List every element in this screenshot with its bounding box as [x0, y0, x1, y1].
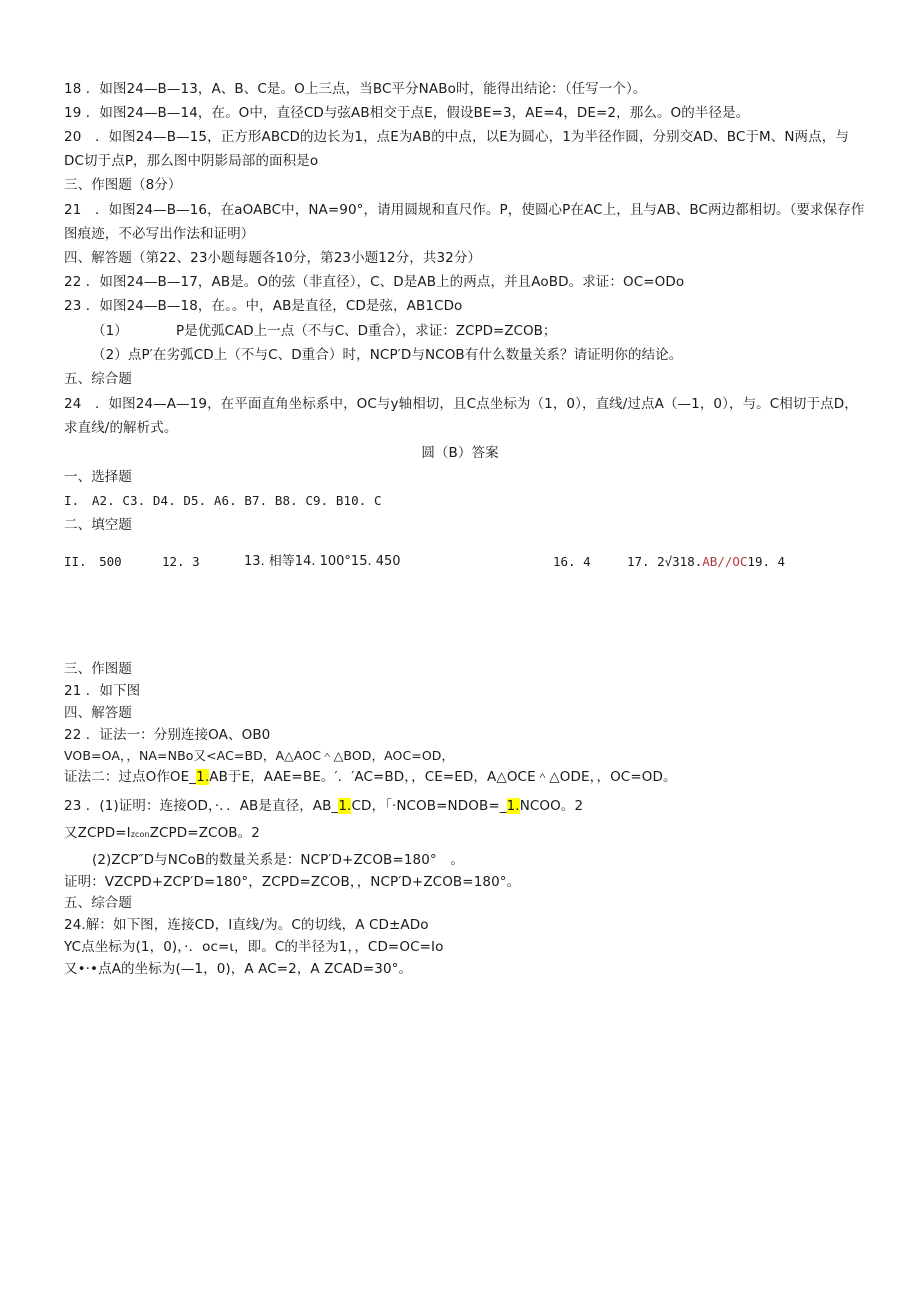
answer-title: 圆（B）答案	[421, 445, 499, 461]
fill-answer-16: 16. 4	[553, 554, 591, 569]
question-20-line1: 20 ．如图24—B—15，正方形ABCD的边长为1，点E为AB的中点，以E为圆心，1为半径作圆，分别交AD、BC于M、N两点，与	[64, 129, 849, 145]
answer-23-line1-start: 23 ．(1)证明：连接OD，·．．AB是直径，AB_	[64, 798, 339, 814]
section-5-heading: 五、综合题	[64, 371, 132, 387]
subscript-text: zcon	[130, 830, 150, 839]
answer-21: 21 ．如下图	[64, 683, 141, 699]
answer-23-line1	[64, 796, 583, 816]
answer-section-2-heading: 二、填空题	[64, 517, 132, 533]
fill-answer-17-18	[627, 552, 785, 572]
answer-section-5-heading: 五、综合题	[64, 895, 132, 911]
question-19: 19 ．如图24—B—14，在。O中，直径CD与弦AB相交于点E，假设BE=3，AE=4，DE=2，那么。O的半径是。	[64, 105, 750, 121]
answer-22-line3-end: AB于E，AAE=BE。′．′AC=BD，，CE=ED，A△OCE＾△ODE，，OC=OD。	[209, 769, 677, 785]
question-18: 18 ．如图24—B—13，A、B、C是。O上三点，当BC平分NABo时，能得出结论：（任写一个）。	[64, 81, 647, 97]
half-mark: 1.	[506, 798, 520, 814]
question-23: 23 ．如图24—B—18，在。。中，AB是直径，CD是弦，AB1CDo	[64, 298, 463, 314]
answer-section-4-heading: 四、解答题	[64, 705, 132, 721]
question-22: 22 ．如图24—B—17，AB是。O的弦（非直径），C、D是AB上的两点，并且AoBD。求证：OC=ODo	[64, 274, 685, 290]
fill-answer-18: AB//OC	[702, 554, 748, 569]
question-21-line2: 图痕迹，不必写出作法和证明）	[64, 226, 255, 242]
perpendicular-mark: 1.	[338, 798, 352, 814]
question-23-part1-text: P是优弧CAD上一点（不与C、D重合），求证：ZCPD=ZCOB；	[176, 323, 557, 339]
question-20-line2: DC切于点P，那么图中阴影局部的面积是o	[64, 153, 319, 169]
question-24-line1: 24 ．如图24—A—19，在平面直角坐标系中，OC与y轴相切，且C点坐标为（1，0），直线/过点A（—1，0），与。C相切于点D，	[64, 396, 858, 412]
answer-23-line1-middle: CD，「·NCOB=NDOB=_	[351, 798, 507, 814]
answer-22-line1: 22 ．证法一：分别连接OA、OB0	[64, 727, 271, 743]
section-4-heading: 四、解答题（第22、23小题每题各10分，第23小题12分，共32分）	[64, 250, 482, 266]
fill-answer-19: 19. 4	[747, 554, 786, 569]
fill-answer-13-15: 13. 相等14. 100°15. 450	[244, 554, 401, 569]
question-24-line2: 求直线/的解析式。	[64, 420, 178, 436]
answer-22-line3	[64, 767, 677, 787]
answer-22-line3-start: 证法二：过点O作OE_	[64, 769, 197, 785]
answer-24-line3: 又•·•点A的坐标为(—1，0)，A AC=2，A ZCAD=30°。	[64, 961, 413, 977]
fill-answer-11: II. 500	[64, 554, 122, 569]
answer-23-line2-end: ZCPD=ZCOB。2	[149, 825, 260, 841]
question-23-part2: （2）点P′在劣弧CD上（不与C、D重合）时，NCP′D与NCOB有什么数量关系？请证明你的结论。	[92, 347, 683, 363]
answer-section-3-heading: 三、作图题	[64, 661, 132, 677]
choice-answers: I. A2. C3. D4. D5. A6. B7. B8. C9. B10. C	[64, 493, 382, 508]
answer-23-line2-start: 又ZCPD=I	[64, 825, 131, 841]
question-21-line1: 21 ．如图24—B—16，在aOABC中，NA=90°，请用圆规和直尺作。P，使圆心P在AC上，且与AB、BC两边都相切。（要求保存作	[64, 202, 865, 218]
answer-23-line1-end: NCOO。2	[519, 798, 584, 814]
fill-answer-17: 17. 2√318.	[627, 554, 703, 569]
answer-section-1-heading: 一、选择题	[64, 469, 132, 485]
answer-23-line2	[64, 823, 260, 845]
answer-23-line3: (2)ZCP″D与NCoB的数量关系是：NCP′D+ZCOB=180° 。	[92, 852, 464, 868]
fill-answer-12: 12. 3	[162, 554, 200, 569]
answer-24-line1: 24.解：如下图，连接CD，I直线/为。C的切线，A CD±ADo	[64, 917, 429, 933]
perpendicular-mark: 1.	[196, 769, 210, 785]
question-23-part1-number: （1）	[92, 323, 128, 339]
answer-23-line4: 证明：VZCPD+ZCP′D=180°，ZCPD=ZCOB，，NCP′D+ZCOB=180°。	[64, 874, 521, 890]
section-3-heading: 三、作图题（8分）	[64, 177, 182, 193]
answer-24-line2: YC点坐标为(1，0)，·．oc=ι，即。C的半径为1，，CD=OC=Io	[64, 939, 444, 955]
answer-22-line2: VOB=OA，，NA=NBo又<AC=BD，A△AOC＾△BOD，AOC=OD，	[64, 748, 455, 763]
